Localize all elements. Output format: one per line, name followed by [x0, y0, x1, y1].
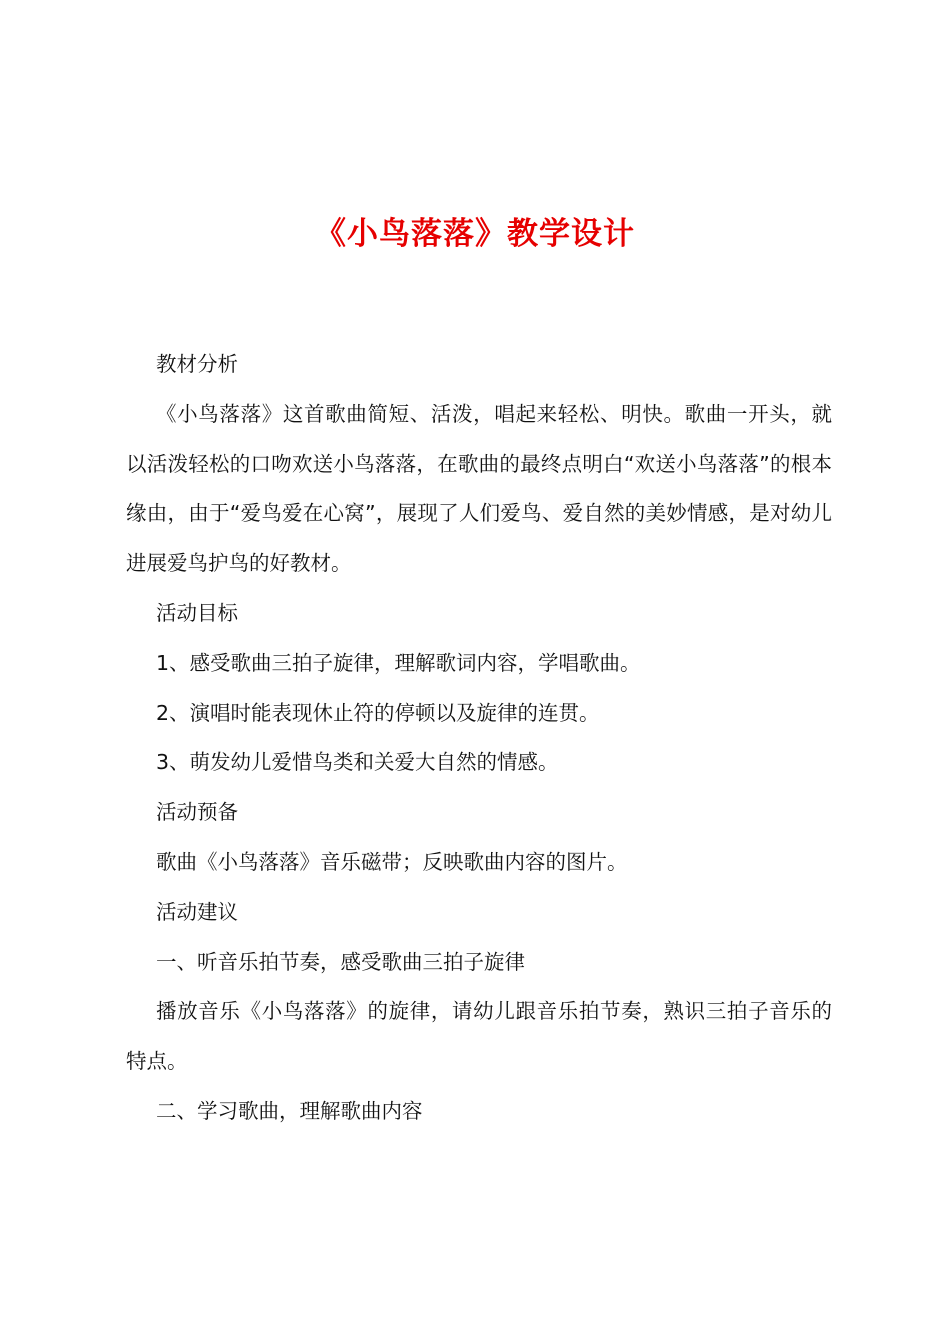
paragraph-preparation: 歌曲《小鸟落落》音乐磁带；反映歌曲内容的图片。 — [156, 849, 628, 874]
goal-item-3: 3、萌发幼儿爱惜鸟类和关爱大自然的情感。 — [156, 750, 559, 775]
goal-item-2: 2、演唱时能表现休止符的停顿以及旋律的连贯。 — [156, 700, 600, 725]
section-heading-activity-preparation: 活动预备 — [156, 800, 238, 825]
step-heading-2: 二、学习歌曲，理解歌曲内容 — [156, 1098, 423, 1123]
section-heading-activity-goals: 活动目标 — [156, 600, 238, 625]
paragraph-step-1: 播放音乐《小鸟落落》的旋律，请幼儿跟音乐拍节奏，熟识三拍子音乐的特点。 — [126, 999, 832, 1074]
step-heading-1: 一、听音乐拍节奏，感受歌曲三拍子旋律 — [156, 949, 525, 974]
paragraph-material-analysis: 《小鸟落落》这首歌曲简短、活泼，唱起来轻松、明快。歌曲一开头，就以活泼轻松的口吻欢送小鸟落落，在歌曲的最终点明白“欢送小鸟落落”的根本缘由，由于“爱鸟爱在心窝”，展现了人们爱鸟、爱自然的美妙情感，是对幼儿进展爱鸟护鸟的好教材。 — [126, 401, 832, 576]
document-title: 《小鸟落落》教学设计 — [315, 216, 635, 252]
goal-item-1: 1、感受歌曲三拍子旋律，理解歌词内容，学唱歌曲。 — [156, 650, 641, 675]
document-body — [126, 340, 832, 1137]
section-heading-material-analysis: 教材分析 — [156, 352, 238, 376]
section-heading-activity-suggestions: 活动建议 — [156, 899, 238, 924]
